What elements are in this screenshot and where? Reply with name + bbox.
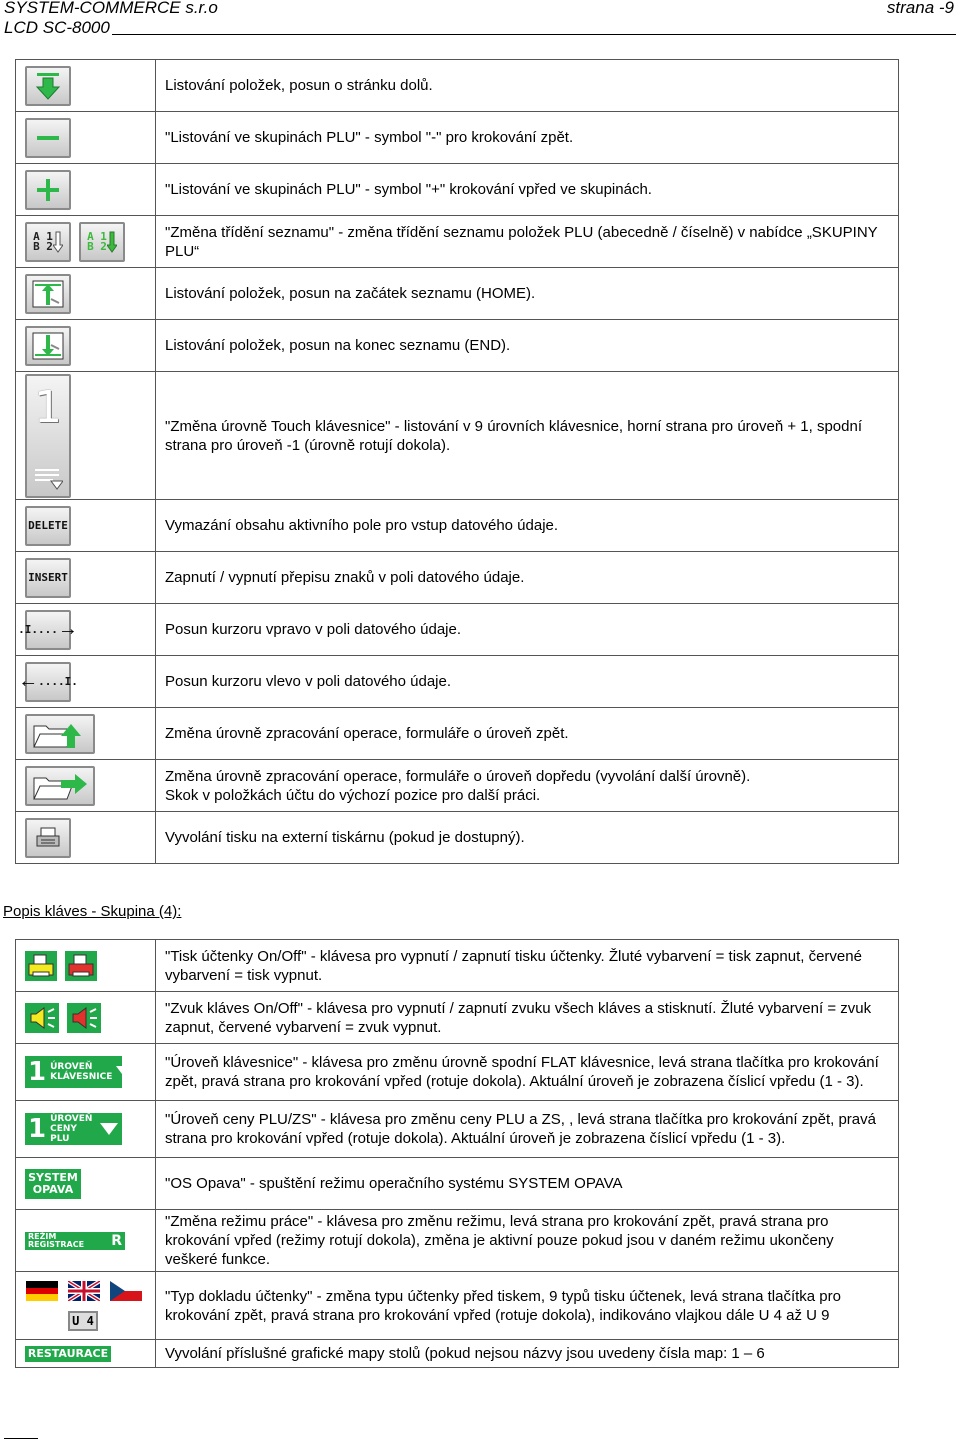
section-title: Popis kláves - Skupina (4): [3, 903, 182, 920]
table-row [16, 604, 899, 656]
row-description: "Změna úrovně Touch klávesnice" - listování v 9 úrovních klávesnice, horní strana pro úroveň + 1, spodní strana pro úroveň -1 (úrovně rotují dokola). [156, 372, 899, 500]
row-description: Posun kurzoru vlevo v poli datového údaje. [156, 656, 899, 708]
row-description: Posun kurzoru vpravo v poli datového údaje. [156, 604, 899, 656]
mode-icon: REŽIM REGISTRACE R [25, 1232, 125, 1250]
row-description: Vyvolání tisku na externí tiskárnu (pokud je dostupný). [156, 812, 899, 864]
page-number: strana -9 [886, 0, 954, 17]
table-row [16, 760, 899, 812]
receipt-print-off-icon [65, 951, 97, 981]
sound-on-icon [25, 1003, 59, 1033]
table-row [16, 1101, 899, 1158]
system-opava-icon: SYSTEM OPAVA [25, 1169, 81, 1199]
flag-de-icon [26, 1281, 58, 1301]
sort-alpha-icon: A 1 B 2 [25, 222, 71, 262]
folder-forward-icon [25, 766, 95, 806]
plus-icon [25, 170, 71, 210]
table-row [16, 1044, 899, 1101]
row-description: Zapnutí / vypnutí přepisu znaků v poli datového údaje. [156, 552, 899, 604]
table-row [16, 1340, 899, 1368]
flag-cz-icon [110, 1281, 142, 1301]
row-description: Změna úrovně zpracování operace, formuláře o úroveň zpět. [156, 708, 899, 760]
table-row [16, 320, 899, 372]
flag-gb-icon [68, 1281, 100, 1301]
row-description: "Úroveň ceny PLU/ZS" - klávesa pro změnu ceny PLU a ZS, , levá strana tlačítka pro krokování zpět, pravá strana pro krokování vpřed (rotuje dokola). Aktuální úroveň je zobrazena číslicí vpředu (1 - 3). [156, 1101, 899, 1158]
row-description: Vymazání obsahu aktivního pole pro vstup datového údaje. [156, 500, 899, 552]
row-description: "Tisk účtenky On/Off" - klávesa pro vypnutí / zapnutí tisku účtenky. Žluté vybarvení = tisk zapnut, červené vybarvení = tisk vypnut. [156, 940, 899, 992]
key-table-2 [15, 939, 899, 1368]
keyboard-level-icon: 1 ÚROVEŇ KLÁVESNICE [25, 1056, 122, 1088]
list-end-icon [25, 326, 71, 366]
row-description: Listování položek, posun o stránku dolů. [156, 60, 899, 112]
table-row [16, 708, 899, 760]
table-row [16, 812, 899, 864]
insert-icon: INSERT [25, 558, 71, 598]
cursor-right-icon: .I.... → [25, 610, 71, 650]
table-row [16, 216, 899, 268]
minus-icon [25, 118, 71, 158]
receipt-type-icon: U 4 [68, 1311, 98, 1331]
table-row [16, 656, 899, 708]
restaurant-icon: RESTAURACE [25, 1346, 111, 1362]
row-description: "Změna třídění seznamu" - změna třídění seznamu položek PLU (abecedně / číselně) v nabídce „SKUPINY PLU“ [156, 216, 899, 268]
sound-off-icon [67, 1003, 101, 1033]
row-description: "Úroveň klávesnice" - klávesa pro změnu úrovně spodní FLAT klávesnice, levá strana tlačítka pro krokování zpět, pravá strana pro krokování vpřed (rotuje dokola). Aktuální úroveň je zobrazena číslicí vpředu (1 - 3). [156, 1044, 899, 1101]
folder-back-icon [25, 714, 95, 754]
table-row [16, 1158, 899, 1210]
table-row [16, 1210, 899, 1272]
table-row [16, 552, 899, 604]
row-description: "Typ dokladu účtenky" - změna typu účtenky před tiskem, 9 typů tisku účtenek, levá strana tlačítka pro krokování zpět, pravá strana pro krokování vpřed (rotuje dokola), indikováno vlajkou dále U 4 až U 9 [156, 1272, 899, 1340]
row-description: "OS Opava" - spuštění režimu operačního systému SYSTEM OPAVA [156, 1158, 899, 1210]
cursor-left-icon: ← ....I. [25, 662, 71, 702]
table-row [16, 940, 899, 992]
model-name: LCD SC-8000 [4, 18, 110, 37]
row-description: Vyvolání příslušné grafické mapy stolů (pokud nejsou názvy jsou uvedeny čísla map: 1 – 6 [156, 1340, 899, 1368]
touch-level-icon: 1 [25, 374, 71, 498]
table-row [16, 164, 899, 216]
table-row [16, 60, 899, 112]
table-row [16, 372, 899, 500]
table-row [16, 112, 899, 164]
delete-icon: DELETE [25, 506, 71, 546]
sort-numeric-icon: A 1 B 2 [79, 222, 125, 262]
row-description: Změna úrovně zpracování operace, formuláře o úroveň dopředu (vyvolání další úrovně). Skok v položkách účtu do výchozí pozice pro další práci. [156, 760, 899, 812]
row-description: Listování položek, posun na začátek seznamu (HOME). [156, 268, 899, 320]
table-row [16, 268, 899, 320]
row-description: "Listování ve skupinách PLU" - symbol "+" krokování vpřed ve skupinách. [156, 164, 899, 216]
table-row [16, 992, 899, 1044]
row-description: "Změna režimu práce" - klávesa pro změnu režimu, levá strana pro krokování zpět, pravá strana pro krokování vpřed (režimy rotují dokola), změna je aktivní pouze pokud jsou v daném režimu ukončeny veškeré funkce. [156, 1210, 899, 1272]
table-row [16, 1272, 899, 1340]
price-level-icon: 1 ÚROVEŇ CENY PLU [25, 1113, 122, 1145]
key-table-1 [15, 59, 899, 864]
printer-icon [25, 818, 71, 858]
row-description: "Zvuk kláves On/Off" - klávesa pro vypnutí / zapnutí zvuku všech kláves a stisknutí. Žluté vybarvení = zvuk zapnut, červené vybarvení = zvuk vypnut. [156, 992, 899, 1044]
list-home-icon [25, 274, 71, 314]
page-down-icon [25, 66, 71, 106]
receipt-print-on-icon [25, 951, 57, 981]
row-description: "Listování ve skupinách PLU" - symbol "-" pro krokování zpět. [156, 112, 899, 164]
row-description: Listování položek, posun na konec seznamu (END). [156, 320, 899, 372]
header-rule [112, 34, 956, 35]
company-name: SYSTEM-COMMERCE s.r.o [4, 0, 218, 17]
table-row [16, 500, 899, 552]
footer-rule [4, 1438, 38, 1439]
